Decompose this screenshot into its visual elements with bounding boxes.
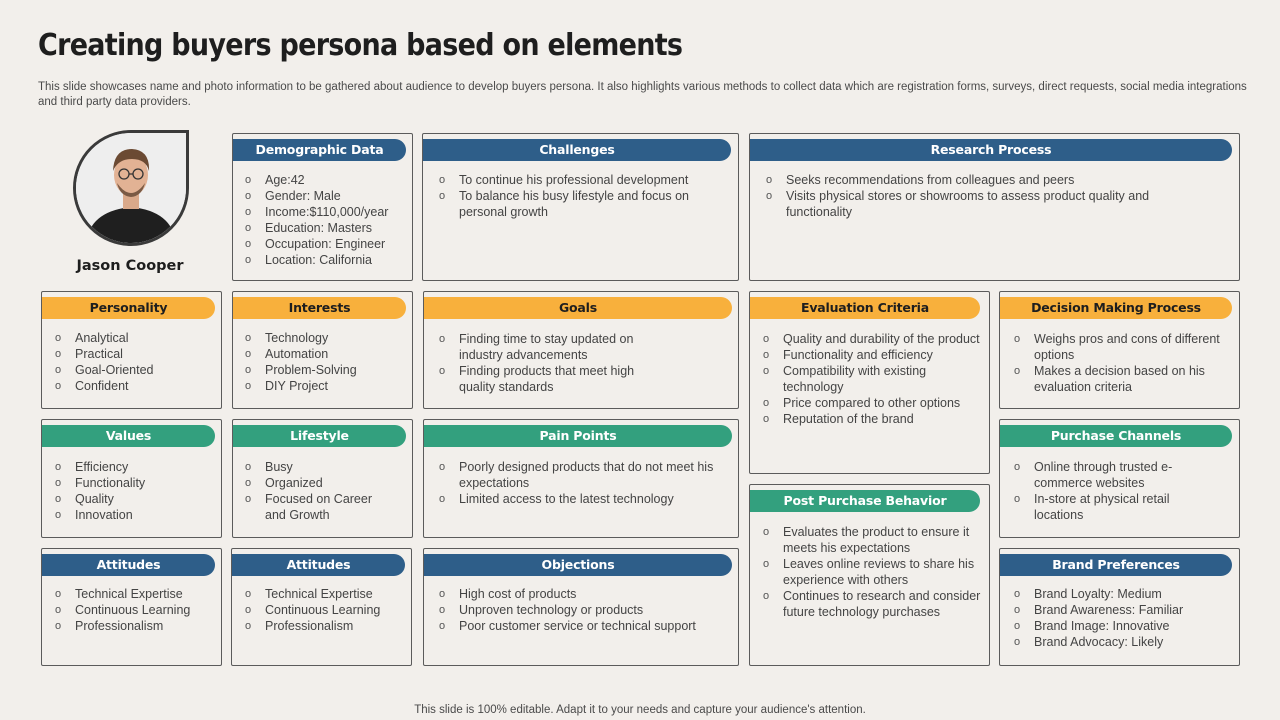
card-header: Values <box>42 425 215 447</box>
persona-photo <box>73 130 189 246</box>
list-item: o Limited access to the latest technology <box>439 491 714 507</box>
card-header: Post Purchase Behavior <box>750 490 980 512</box>
list-item: o Organized <box>245 475 395 491</box>
list-item: o Continuous Learning <box>245 602 380 618</box>
card-list <box>55 459 145 523</box>
list-item: o Finding products that meet high quality standards <box>439 363 659 395</box>
card-header: Pain Points <box>424 425 732 447</box>
footer-note: This slide is 100% editable. Adapt it to your needs and capture your audience's attention. <box>414 704 866 716</box>
card-post-purchase <box>749 484 990 666</box>
list-item: o Technology <box>245 330 357 346</box>
list-item: o Innovation <box>55 507 145 523</box>
list-item: o Reputation of the brand <box>763 411 988 427</box>
list-item: o Income:$110,000/year <box>245 204 388 220</box>
card-goals <box>423 291 739 409</box>
card-decision <box>999 291 1240 409</box>
list-item: o Quality and durability of the product <box>763 331 988 347</box>
list-item: o Online through trusted e-commerce websites <box>1014 459 1214 491</box>
card-pain-points <box>423 419 739 538</box>
list-item: o Functionality <box>55 475 145 491</box>
list-item: o Continues to research and consider future technology purchases <box>763 588 985 620</box>
list-item: o Busy <box>245 459 395 475</box>
card-list <box>245 330 357 394</box>
list-item: o Location: California <box>245 252 388 268</box>
card-header: Objections <box>424 554 732 576</box>
list-item: o Analytical <box>55 330 154 346</box>
list-item: o Efficiency <box>55 459 145 475</box>
list-item: o Goal-Oriented <box>55 362 154 378</box>
card-list <box>1014 459 1214 523</box>
page-subtitle: This slide showcases name and photo information to be gathered about audience to develop buyers persona. It also highlights various methods to collect data which are registration forms, surveys, direct requests, social media integrations and third party data providers. <box>38 81 1247 108</box>
list-item: o To balance his busy lifestyle and focus on personal growth <box>439 188 711 220</box>
card-list <box>55 330 154 394</box>
person-photo-icon <box>76 133 186 243</box>
card-attitudes-2 <box>231 548 412 666</box>
list-item: o Compatibility with existing technology <box>763 363 988 395</box>
list-item: o Functionality and efficiency <box>763 347 988 363</box>
list-item: o Brand Loyalty: Medium <box>1014 586 1224 602</box>
card-objections <box>423 548 739 666</box>
list-item: o Automation <box>245 346 357 362</box>
list-item: o DIY Project <box>245 378 357 394</box>
list-item: o Focused on Career and Growth <box>245 491 395 523</box>
card-header: Research Process <box>750 139 1232 161</box>
card-header: Purchase Channels <box>1000 425 1232 447</box>
card-purchase-channels <box>999 419 1240 538</box>
card-header: Decision Making Process <box>1000 297 1232 319</box>
card-list <box>1014 331 1224 395</box>
card-attitudes-1 <box>41 548 222 666</box>
list-item: o Brand Image: Innovative <box>1014 618 1224 634</box>
card-challenges <box>422 133 739 281</box>
list-item: o High cost of products <box>439 586 729 602</box>
card-list <box>439 331 659 395</box>
card-list <box>439 172 711 220</box>
card-list <box>1014 586 1224 650</box>
list-item: o Problem-Solving <box>245 362 357 378</box>
list-item: o Confident <box>55 378 154 394</box>
page-title: Creating buyers persona based on elements <box>38 28 683 63</box>
card-header: Lifestyle <box>233 425 406 447</box>
list-item: o Technical Expertise <box>245 586 380 602</box>
card-header: Demographic Data <box>233 139 406 161</box>
card-lifestyle <box>232 419 413 538</box>
card-header: Interests <box>233 297 406 319</box>
card-header: Attitudes <box>232 554 405 576</box>
list-item: o Professionalism <box>55 618 190 634</box>
card-header: Personality <box>42 297 215 319</box>
card-evaluation <box>749 291 990 474</box>
list-item: o Visits physical stores or showrooms to assess product quality and functionality <box>766 188 1166 220</box>
card-list <box>766 172 1166 220</box>
card-research <box>749 133 1240 281</box>
list-item: o Weighs pros and cons of different options <box>1014 331 1224 363</box>
list-item: o Price compared to other options <box>763 395 988 411</box>
card-header: Goals <box>424 297 732 319</box>
list-item: o Seeks recommendations from colleagues and peers <box>766 172 1166 188</box>
card-list <box>245 586 380 634</box>
list-item: o Gender: Male <box>245 188 388 204</box>
persona-name: Jason Cooper <box>76 258 184 274</box>
list-item: o Occupation: Engineer <box>245 236 388 252</box>
list-item: o To continue his professional development <box>439 172 711 188</box>
card-personality <box>41 291 222 409</box>
card-header: Attitudes <box>42 554 215 576</box>
list-item: o Unproven technology or products <box>439 602 729 618</box>
list-item: o Evaluates the product to ensure it meets his expectations <box>763 524 985 556</box>
list-item: o Brand Awareness: Familiar <box>1014 602 1224 618</box>
card-list <box>439 586 729 634</box>
card-list <box>245 172 388 268</box>
card-values <box>41 419 222 538</box>
list-item: o Leaves online reviews to share his experience with others <box>763 556 985 588</box>
list-item: o Quality <box>55 491 145 507</box>
list-item: o Poorly designed products that do not meet his expectations <box>439 459 714 491</box>
list-item: o Age:42 <box>245 172 388 188</box>
card-header: Challenges <box>423 139 731 161</box>
list-item: o Finding time to stay updated on industry advancements <box>439 331 659 363</box>
card-header: Evaluation Criteria <box>750 297 980 319</box>
card-header: Brand Preferences <box>1000 554 1232 576</box>
card-list <box>245 459 395 523</box>
list-item: o Poor customer service or technical support <box>439 618 729 634</box>
card-list <box>763 524 985 620</box>
card-interests <box>232 291 413 409</box>
list-item: o Professionalism <box>245 618 380 634</box>
list-item: o Makes a decision based on his evaluation criteria <box>1014 363 1224 395</box>
list-item: o Continuous Learning <box>55 602 190 618</box>
list-item: o Technical Expertise <box>55 586 190 602</box>
card-list <box>763 331 988 427</box>
card-brand <box>999 548 1240 666</box>
card-list <box>439 459 714 507</box>
list-item: o Practical <box>55 346 154 362</box>
list-item: o Education: Masters <box>245 220 388 236</box>
list-item: o Brand Advocacy: Likely <box>1014 634 1224 650</box>
card-list <box>55 586 190 634</box>
list-item: o In-store at physical retail locations <box>1014 491 1214 523</box>
card-demographic <box>232 133 413 281</box>
